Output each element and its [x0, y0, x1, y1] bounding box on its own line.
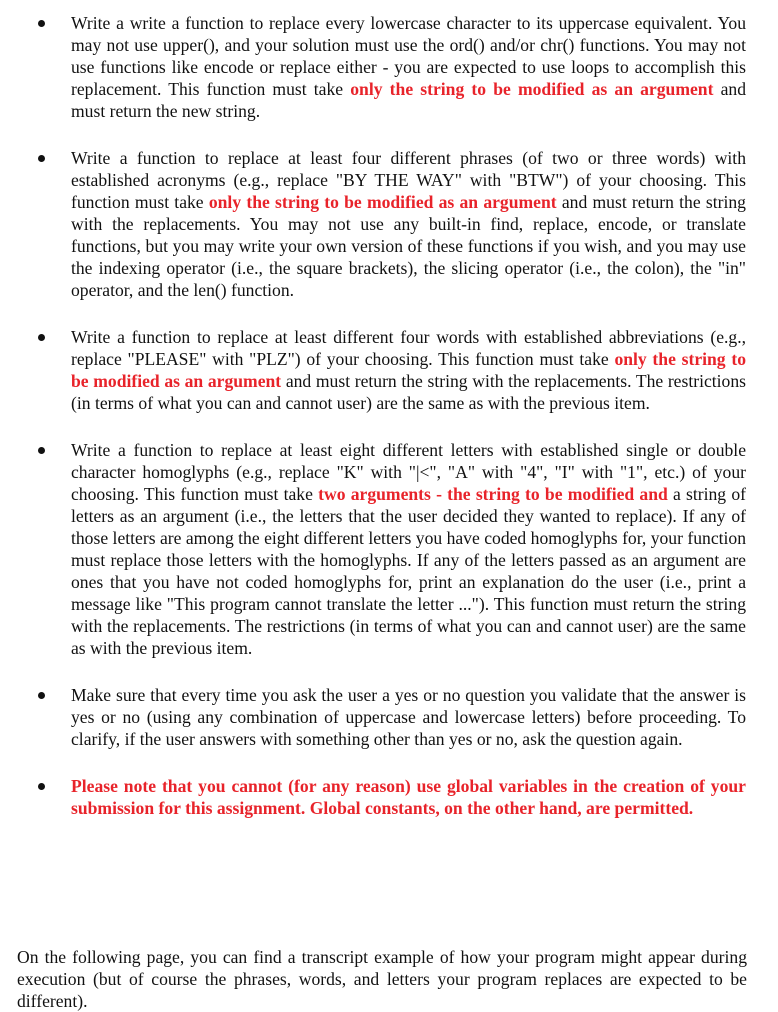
- bullet-text: and must return the string with the replacements. The restrictions (in terms of what you can and cannot user) are the same as with the previous item.: [71, 371, 746, 413]
- bullet-homoglyph-function: [71, 439, 746, 659]
- bullet-global-variables-note: [71, 775, 746, 819]
- bullet-text: Write a write a function to replace every lowercase character to its uppercase equivalent. You may not use upper(), and your solution must use the ord() and/or chr() functions. You may not use functions like encode or replace either - you are expected to use loops to accomplish this replacement. This function must take: [71, 13, 746, 99]
- highlighted-requirement: only the string to be modified as an argument: [71, 349, 746, 391]
- bullet-abbreviation-function: [71, 326, 746, 414]
- bullet-text: and must return the string with the replacements. You may not use any built-in find, replace, encode, or translate functions, but you may write your own version of these functions if you wish, and you may use the indexing operator (i.e., the square brackets), the slicing operator (i.e., the colon), the "in" operator, and the len() function.: [71, 192, 746, 300]
- bullet-yes-no-validation: [71, 684, 746, 750]
- bullet-acronym-function: [71, 147, 746, 301]
- bullet-uppercase-function: [71, 12, 746, 122]
- closing-paragraph: On the following page, you can find a transcript example of how your program might appear during execution (but of course the phrases, words, and letters your program replaces are expected to be different).: [17, 946, 747, 1011]
- highlighted-requirement: only the string to be modified as an argument: [208, 192, 557, 212]
- bullet-text: and must return the new string.: [71, 79, 746, 121]
- bullet-text: Write a function to replace at least four different phrases (of two or three words) with established acronyms (e.g., replace "BY THE WAY" with "BTW") of your choosing. This function must take: [71, 148, 746, 212]
- bullet-text: Write a function to replace at least eight different letters with established single or double character homoglyphs (e.g., replace "K" with "|<", "A" with "4", "I" with "1", etc.) of your choosing. This function must take: [71, 440, 746, 504]
- bullet-text: Make sure that every time you ask the user a yes or no question you validate that the answer is yes or no (using any combination of uppercase and lowercase letters) before proceeding. To clarify, if the user answers with something other than yes or no, ask the question again.: [71, 685, 746, 749]
- requirements-list: [0, 12, 778, 819]
- highlighted-requirement: only the string to be modified as an argument: [350, 79, 714, 99]
- highlighted-requirement: two arguments - the string to be modified and: [318, 484, 668, 504]
- note-text: Please note that you cannot (for any reason) use global variables in the creation of your submission for this assignment. Global constants, on the other hand, are permitted.: [71, 776, 746, 818]
- bullet-text: Write a function to replace at least different four words with established abbreviations (e.g., replace "PLEASE" with "PLZ") of your choosing. This function must take: [71, 327, 746, 369]
- bullet-text: a string of letters as an argument (i.e., the letters that the user decided they wanted to replace). If any of those letters are among the eight different letters you have coded homoglyphs for, your function must replace those letters with the homoglyphs. If any of the letters passed as an argument are ones that you have not coded homoglyphs for, print an explanation do the user (i.e., print a message like "This program cannot translate the letter ..."). This function must return the string with the replacements. The restrictions (in terms of what you can and cannot user) are the same as with the previous item.: [71, 484, 746, 658]
